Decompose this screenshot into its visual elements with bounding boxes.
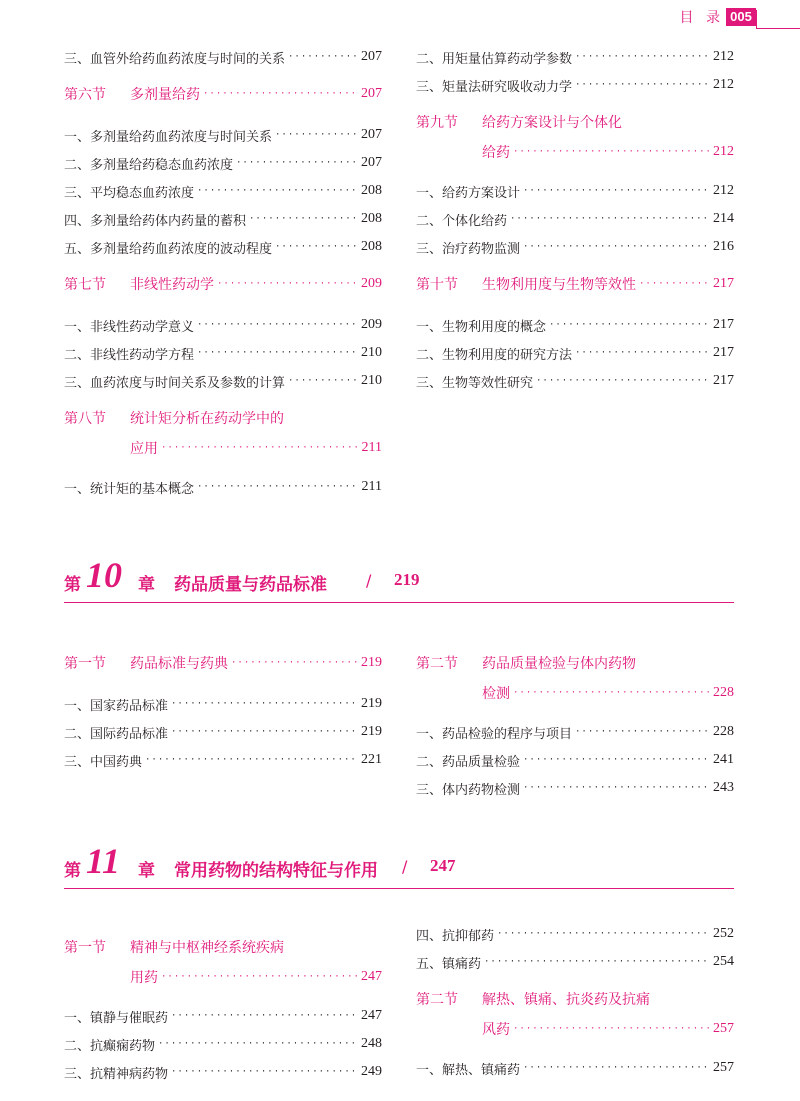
- dot-leader: [197, 348, 358, 358]
- toc-entry[interactable]: [416, 314, 734, 336]
- toc-entry-page: 214: [713, 211, 734, 226]
- chapter-page: 247: [430, 856, 456, 875]
- dot-leader: [523, 1063, 710, 1073]
- section-line-2: [416, 681, 734, 705]
- toc-section[interactable]: [64, 406, 382, 460]
- section-number: 第十节: [416, 277, 458, 293]
- toc-entry[interactable]: [64, 152, 382, 174]
- toc-entry[interactable]: [64, 124, 382, 146]
- toc-entry-page: 209: [361, 317, 382, 332]
- toc-entry-page: 217: [713, 373, 734, 388]
- toc-entry-page: 241: [713, 752, 734, 767]
- section-title: 解热、镇痛、抗炎药及抗痛: [482, 992, 650, 1008]
- toc-entry-title: 三、平均稳态血药浓度: [64, 185, 195, 201]
- toc-entry-title: 五、镇痛药: [416, 956, 482, 972]
- toc-entry-title: 一、统计矩的基本概念: [64, 481, 195, 497]
- toc-entry[interactable]: [64, 693, 382, 715]
- toc-entry[interactable]: [416, 236, 734, 258]
- dot-leader: [513, 147, 710, 157]
- section-number: 第一节: [64, 656, 106, 672]
- section-line-2: [416, 140, 734, 164]
- section-title: 多剂量给药: [130, 87, 200, 103]
- section-title-continued: 给药: [482, 145, 510, 161]
- toc-entry-title: 三、矩量法研究吸收动力学: [416, 79, 573, 95]
- toc-entry[interactable]: [416, 208, 734, 230]
- toc-entry-title: 二、非线性药动学方程: [64, 347, 195, 363]
- toc-entry-page: 216: [713, 239, 734, 254]
- dot-leader: [575, 348, 710, 358]
- toc-entry[interactable]: [64, 1033, 382, 1055]
- section-page: 257: [713, 1021, 734, 1036]
- toc-entry-title: 三、体内药物检测: [416, 782, 521, 798]
- dot-leader: [203, 89, 358, 99]
- toc-section[interactable]: [416, 110, 734, 164]
- toc-entry-title: 二、多剂量给药稳态血药浓度: [64, 157, 234, 173]
- toc-entry[interactable]: [416, 951, 734, 973]
- toc-entry-page: 212: [713, 183, 734, 198]
- dot-leader: [549, 320, 710, 330]
- toc-section[interactable]: [64, 272, 382, 296]
- toc-entry[interactable]: [416, 923, 734, 945]
- section-line-1: [416, 987, 734, 1011]
- toc-entry-page: 221: [361, 752, 382, 767]
- section-line-2: [64, 436, 382, 460]
- toc-entry-page: 257: [713, 1060, 734, 1075]
- toc-entry-page: 207: [361, 127, 382, 142]
- toc-entry-title: 一、镇静与催眠药: [64, 1010, 169, 1026]
- toc-entry-page: 249: [361, 1064, 382, 1079]
- section-number: 第二节: [416, 992, 458, 1008]
- toc-entry-title: 三、血药浓度与时间关系及参数的计算: [64, 375, 286, 391]
- toc-entry-page: 208: [361, 239, 382, 254]
- section-page: 207: [361, 86, 382, 101]
- toc-entry-title: 四、抗抑郁药: [416, 928, 495, 944]
- chapter-page: 219: [394, 570, 420, 589]
- toc-entry[interactable]: [416, 342, 734, 364]
- chapter-number: 10: [86, 555, 122, 595]
- chapter-11-heading[interactable]: [64, 841, 734, 889]
- section-line-1: [64, 935, 382, 959]
- toc-entry[interactable]: [416, 74, 734, 96]
- toc-section[interactable]: [64, 935, 382, 989]
- section-number: 第一节: [64, 940, 106, 956]
- toc-entry-title: 一、多剂量给药血药浓度与时间关系: [64, 129, 273, 145]
- dot-leader: [575, 52, 710, 62]
- toc-entry-page: 212: [713, 49, 734, 64]
- toc-entry-title: 一、药品检验的程序与项目: [416, 726, 573, 742]
- chapter-title: 常用药物的结构特征与作用: [174, 861, 378, 881]
- toc-entry-page: 217: [713, 317, 734, 332]
- toc-entry[interactable]: [64, 1061, 382, 1083]
- chapter-suffix: 章: [138, 861, 155, 881]
- toc-entry-page: 207: [361, 155, 382, 170]
- section-page: 228: [713, 685, 734, 700]
- section-title: 非线性药动学: [130, 277, 214, 293]
- toc-entry[interactable]: [64, 370, 382, 392]
- section-page: 211: [361, 440, 382, 455]
- toc-entry[interactable]: [64, 749, 382, 771]
- dot-leader: [513, 1024, 710, 1034]
- page-header: [600, 4, 800, 32]
- toc-section[interactable]: [64, 82, 382, 106]
- toc-entry-title: 三、中国药典: [64, 754, 143, 770]
- section-line-1: [64, 406, 382, 430]
- dot-leader: [161, 443, 359, 453]
- toc-entry-title: 二、抗癫痫药物: [64, 1038, 156, 1054]
- dot-leader: [197, 320, 358, 330]
- toc-entry-title: 二、药品质量检验: [416, 754, 521, 770]
- toc-entry-page: 248: [361, 1036, 382, 1051]
- toc-entry[interactable]: [64, 1005, 382, 1027]
- toc-entry-page: 212: [713, 77, 734, 92]
- section-title-continued: 用药: [130, 970, 158, 986]
- chapter-number: 11: [86, 841, 121, 881]
- dot-leader: [158, 1039, 358, 1049]
- section-title: 给药方案设计与个体化: [482, 115, 622, 131]
- section-title: 精神与中枢神经系统疾病: [130, 940, 284, 956]
- section-title: 药品质量检验与体内药物: [482, 656, 636, 672]
- dot-leader: [575, 80, 710, 90]
- dot-leader: [513, 688, 710, 698]
- dot-leader: [639, 279, 710, 289]
- dot-leader: [288, 52, 358, 62]
- toc-entry[interactable]: [64, 208, 382, 230]
- toc-section[interactable]: [416, 651, 734, 705]
- header-rule-vertical: [756, 10, 757, 28]
- toc-entry[interactable]: [416, 1057, 734, 1079]
- dot-leader: [484, 957, 710, 967]
- section-line-1: [416, 110, 734, 134]
- toc-entry[interactable]: [64, 46, 382, 68]
- toc-entry-page: 228: [713, 724, 734, 739]
- dot-leader: [575, 727, 710, 737]
- toc-entry-title: 一、解热、镇痛药: [416, 1062, 521, 1078]
- toc-entry-page: 208: [361, 211, 382, 226]
- section-page: 209: [361, 276, 382, 291]
- toc-entry[interactable]: [64, 236, 382, 258]
- toc-section[interactable]: [64, 651, 382, 675]
- toc-entry-page: 254: [713, 954, 734, 969]
- dot-leader: [249, 214, 358, 224]
- toc-entry-title: 二、用矩量估算药动学参数: [416, 51, 573, 67]
- header-page-number: 005: [726, 8, 756, 26]
- section-line-1: [416, 651, 734, 675]
- section-page: 212: [713, 144, 734, 159]
- toc-entry-page: 217: [713, 345, 734, 360]
- toc-entry[interactable]: [416, 721, 734, 743]
- toc-entry-title: 三、血管外给药血药浓度与时间的关系: [64, 51, 286, 67]
- section-page: 247: [361, 969, 382, 984]
- chapter-title: 药品质量与药品标准: [174, 575, 327, 595]
- section-title: 统计矩分析在药动学中的: [130, 411, 284, 427]
- toc-entry-title: 三、生物等效性研究: [416, 375, 534, 391]
- toc-entry[interactable]: [416, 777, 734, 799]
- toc-entry-title: 三、抗精神病药物: [64, 1066, 169, 1082]
- section-title: 生物利用度与生物等效性: [482, 277, 636, 293]
- toc-entry-page: 247: [361, 1008, 382, 1023]
- chapter-prefix: 第: [64, 575, 81, 595]
- dot-leader: [288, 376, 358, 386]
- toc-entry-title: 二、生物利用度的研究方法: [416, 347, 573, 363]
- dot-leader: [523, 783, 710, 793]
- toc-entry-page: 211: [361, 479, 382, 494]
- section-title-continued: 检测: [482, 686, 510, 702]
- dot-leader: [197, 186, 358, 196]
- toc-entry[interactable]: [64, 721, 382, 743]
- dot-leader: [275, 130, 358, 140]
- toc-entry-title: 一、国家药品标准: [64, 698, 169, 714]
- chapter-10-heading[interactable]: [64, 555, 734, 603]
- toc-entry[interactable]: [416, 749, 734, 771]
- dot-leader: [197, 482, 359, 492]
- dot-leader: [171, 1067, 358, 1077]
- dot-leader: [497, 929, 710, 939]
- toc-entry[interactable]: [64, 476, 382, 498]
- toc-entry-page: 243: [713, 780, 734, 795]
- section-title-continued: 应用: [130, 441, 158, 457]
- dot-leader: [171, 1011, 358, 1021]
- toc-section[interactable]: [416, 272, 734, 296]
- toc-entry[interactable]: [416, 370, 734, 392]
- section-page: 219: [361, 655, 382, 670]
- toc-entry[interactable]: [64, 180, 382, 202]
- section-number: 第九节: [416, 115, 458, 131]
- chapter-prefix: 第: [64, 861, 81, 881]
- dot-leader: [231, 658, 358, 668]
- toc-entry-title: 一、生物利用度的概念: [416, 319, 547, 335]
- toc-entry-page: 207: [361, 49, 382, 64]
- toc-entry-page: 210: [361, 373, 382, 388]
- section-line-2: [416, 1017, 734, 1041]
- dot-leader: [161, 972, 358, 982]
- section-number: 第七节: [64, 277, 106, 293]
- chapter-separator: /: [366, 571, 372, 590]
- section-number: 第八节: [64, 411, 106, 427]
- toc-entry-title: 一、给药方案设计: [416, 185, 521, 201]
- toc-section[interactable]: [416, 987, 734, 1041]
- toc-entry-title: 二、个体化给药: [416, 213, 508, 229]
- toc-entry[interactable]: [416, 46, 734, 68]
- toc-entry[interactable]: [416, 180, 734, 202]
- toc-entry-page: 252: [713, 926, 734, 941]
- dot-leader: [145, 755, 358, 765]
- toc-entry-title: 二、国际药品标准: [64, 726, 169, 742]
- section-page: 217: [713, 276, 734, 291]
- section-title: 药品标准与药典: [130, 656, 228, 672]
- toc-entry-page: 210: [361, 345, 382, 360]
- chapter-suffix: 章: [138, 575, 155, 595]
- dot-leader: [275, 242, 358, 252]
- chapter-separator: /: [402, 857, 408, 876]
- toc-entry-page: 208: [361, 183, 382, 198]
- toc-entry-title: 四、多剂量给药体内药量的蓄积: [64, 213, 247, 229]
- toc-entry-title: 三、治疗药物监测: [416, 241, 521, 257]
- section-title-continued: 风药: [482, 1022, 510, 1038]
- dot-leader: [217, 279, 358, 289]
- dot-leader: [536, 376, 710, 386]
- toc-entry-page: 219: [361, 724, 382, 739]
- toc-entry-title: 一、非线性药动学意义: [64, 319, 195, 335]
- dot-leader: [523, 755, 710, 765]
- toc-entry[interactable]: [64, 314, 382, 336]
- dot-leader: [171, 727, 358, 737]
- dot-leader: [236, 158, 358, 168]
- header-rule: [756, 28, 800, 29]
- toc-entry[interactable]: [64, 342, 382, 364]
- header-label: 目 录: [679, 10, 724, 26]
- section-line-2: [64, 965, 382, 989]
- dot-leader: [523, 186, 710, 196]
- dot-leader: [171, 699, 358, 709]
- section-number: 第六节: [64, 87, 106, 103]
- section-number: 第二节: [416, 656, 458, 672]
- dot-leader: [523, 242, 710, 252]
- toc-entry-page: 219: [361, 696, 382, 711]
- dot-leader: [510, 214, 710, 224]
- toc-entry-title: 五、多剂量给药血药浓度的波动程度: [64, 241, 273, 257]
